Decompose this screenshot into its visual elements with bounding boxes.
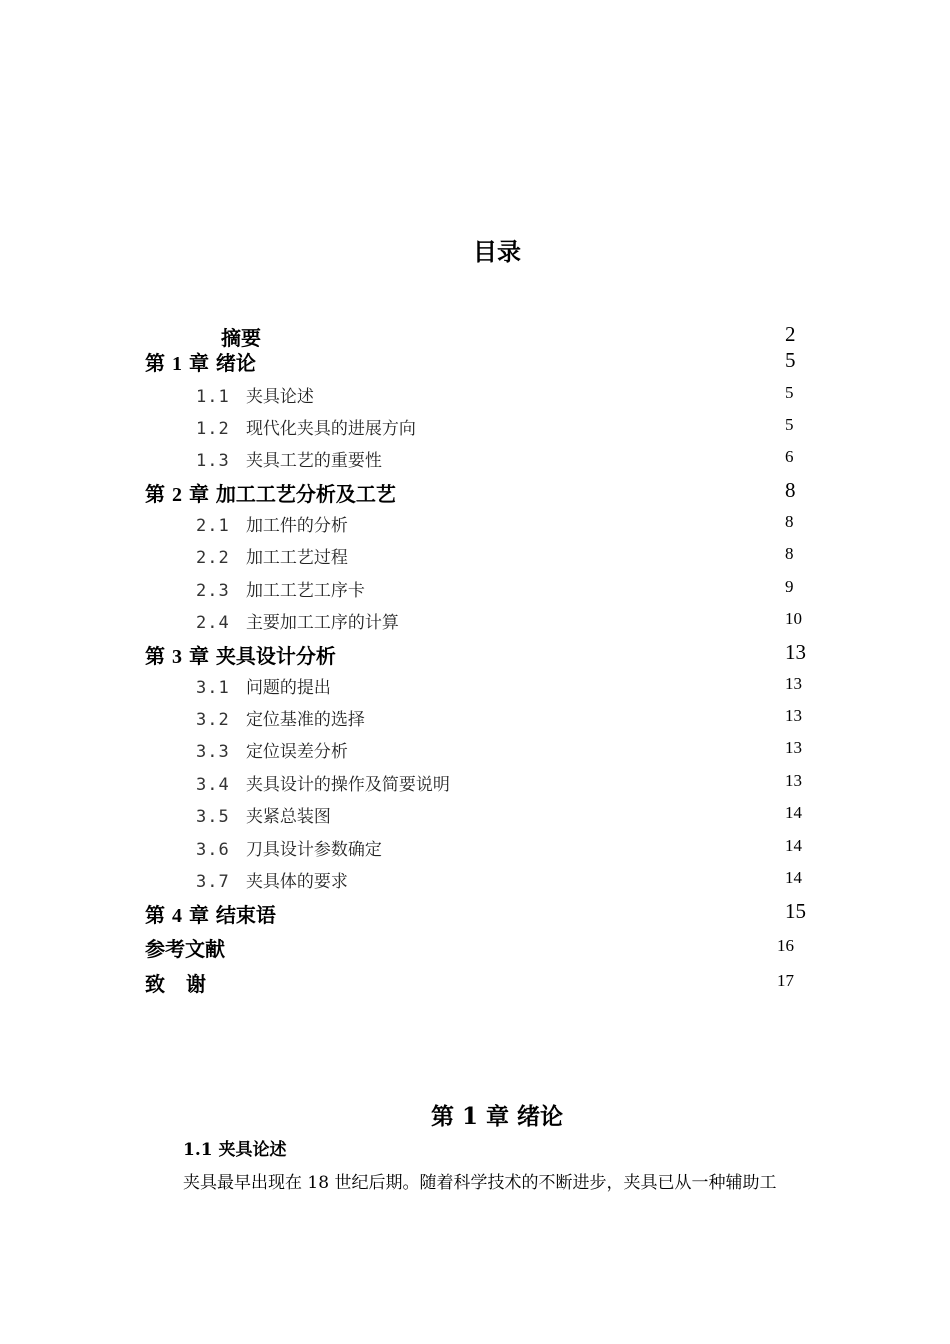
toc-section-label: 3.3 定位误差分析 [196, 742, 348, 762]
toc-section-page: 8 [785, 512, 794, 531]
toc-abstract-page: 2 [785, 322, 796, 346]
body-paragraph: 夹具最早出现在 18 世纪后期。随着科学技术的不断进步，夹具已从一种辅助工 [183, 1173, 777, 1193]
toc-chapter-page: 5 [785, 348, 796, 372]
toc-references-label: 参考文献 [145, 937, 225, 961]
toc-chapter-page: 15 [785, 899, 806, 923]
section-heading: 1.1 夹具论述 [183, 1140, 287, 1160]
toc-chapter-label: 第 4 章 结束语 [145, 903, 276, 927]
toc-section-label: 3.5 夹紧总装图 [196, 807, 331, 827]
toc-chapter-page: 13 [785, 640, 806, 664]
toc-chapter-label: 第 3 章 夹具设计分析 [145, 644, 336, 668]
toc-chapter-label: 第 2 章 加工工艺分析及工艺 [145, 482, 396, 506]
toc-section-page: 9 [785, 577, 794, 596]
toc-section-page: 13 [785, 738, 802, 757]
toc-section-label: 3.1 问题的提出 [196, 678, 331, 698]
toc-section-label: 3.6 刀具设计参数确定 [196, 840, 382, 860]
toc-thanks-label: 致 谢 [145, 972, 206, 996]
toc-thanks-page: 17 [777, 971, 794, 990]
toc-chapter-page: 8 [785, 478, 796, 502]
toc-section-page: 8 [785, 544, 794, 563]
toc-section-page: 14 [785, 836, 802, 855]
toc-section-page: 5 [785, 415, 794, 434]
toc-section-label: 2.4 主要加工工序的计算 [196, 613, 399, 633]
toc-section-label: 1.2 现代化夹具的进展方向 [196, 419, 416, 439]
toc-section-label: 3.4 夹具设计的操作及简要说明 [196, 775, 450, 795]
toc-section-page: 13 [785, 706, 802, 725]
toc-section-label: 3.2 定位基准的选择 [196, 710, 365, 730]
toc-title: 目录 [473, 238, 521, 266]
toc-abstract-label: 摘要 [221, 326, 261, 350]
toc-chapter-label: 第 1 章 绪论 [145, 351, 256, 375]
toc-references-page: 16 [777, 936, 794, 955]
toc-section-label: 2.3 加工工艺工序卡 [196, 581, 365, 601]
toc-section-label: 2.1 加工件的分析 [196, 516, 348, 536]
toc-section-label: 1.3 夹具工艺的重要性 [196, 451, 382, 471]
toc-section-page: 14 [785, 868, 802, 887]
toc-section-page: 13 [785, 771, 802, 790]
toc-section-page: 5 [785, 383, 794, 402]
toc-section-label: 2.2 加工工艺过程 [196, 548, 348, 568]
toc-section-page: 13 [785, 674, 802, 693]
toc-section-label: 3.7 夹具体的要求 [196, 872, 348, 892]
toc-section-page: 10 [785, 609, 802, 628]
toc-section-label: 1.1 夹具论述 [196, 387, 314, 407]
toc-section-page: 14 [785, 803, 802, 822]
toc-section-page: 6 [785, 447, 794, 466]
chapter-heading: 第 1 章 绪论 [430, 1103, 564, 1130]
